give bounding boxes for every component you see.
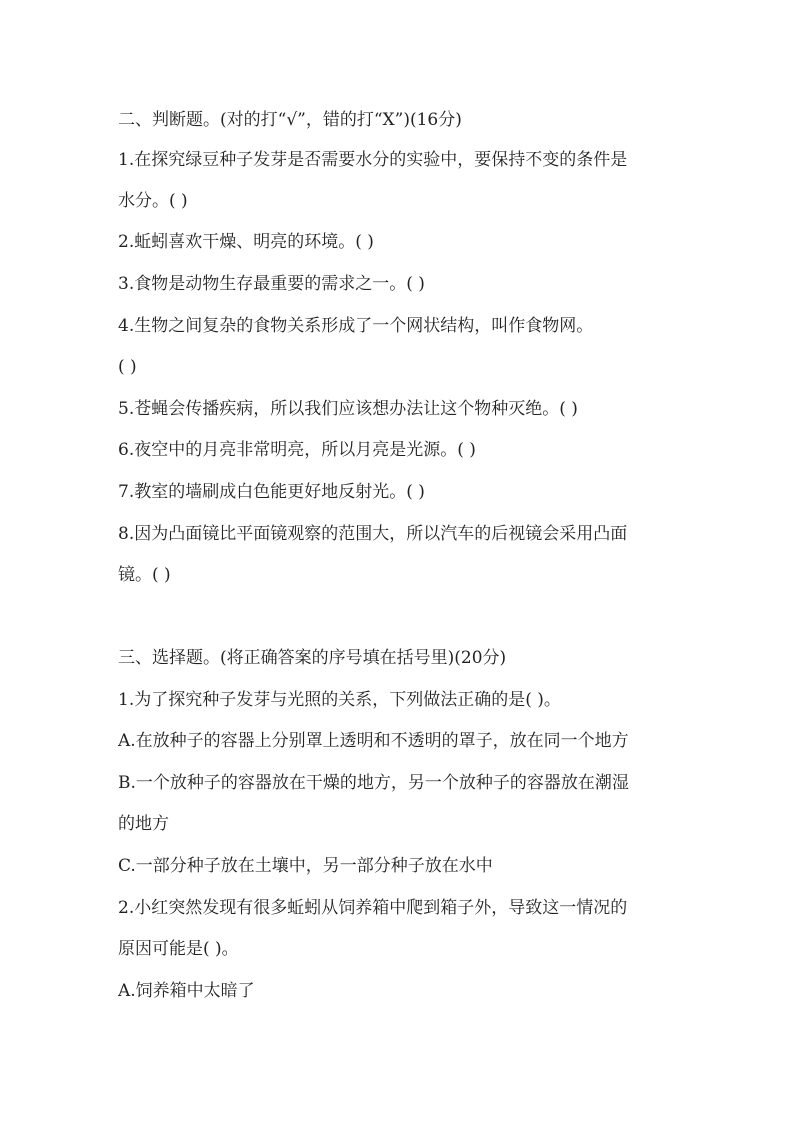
judgment-q7: 7.教室的墙刷成白色能更好地反射光。( ) [118, 482, 425, 502]
judgment-q8-line2: 镜。( ) [118, 565, 171, 585]
judgment-q4-line1: 4.生物之间复杂的食物关系形成了一个网状结构，叫作食物网。 [118, 316, 594, 336]
choice-q2-line1: 2.小红突然发现有很多蚯蚓从饲养箱中爬到箱子外，导致这一情况的 [118, 898, 628, 918]
judgment-q5: 5.苍蝇会传播疾病，所以我们应该想办法让这个物种灭绝。( ) [118, 399, 578, 419]
choice-q1: 1.为了探究种子发芽与光照的关系，下列做法正确的是( )。 [118, 690, 561, 710]
judgment-q4-line2: ( ) [118, 357, 137, 377]
section-2-heading: 二、判断题。(对的打“√”，错的打“X”)(16分) [118, 110, 462, 130]
judgment-q1-line2: 水分。( ) [118, 191, 188, 211]
section-3-heading: 三、选择题。(将正确答案的序号填在括号里)(20分) [118, 648, 507, 668]
judgment-q1-line1: 1.在探究绿豆种子发芽是否需要水分的实验中，要保持不变的条件是 [118, 150, 628, 170]
choice-q2-option-a: A.饲养箱中太暗了 [118, 981, 255, 1001]
choice-q1-option-a: A.在放种子的容器上分别罩上透明和不透明的罩子，放在同一个地方 [118, 731, 629, 751]
judgment-q8-line1: 8.因为凸面镜比平面镜观察的范围大，所以汽车的后视镜会采用凸面 [118, 524, 628, 544]
choice-q1-option-b-line1: B.一个放种子的容器放在干燥的地方，另一个放种子的容器放在潮湿 [118, 773, 629, 793]
choice-q1-option-c: C.一部分种子放在土壤中，另一部分种子放在水中 [118, 856, 493, 876]
choice-q2-line2: 原因可能是( )。 [118, 939, 239, 959]
judgment-q3: 3.食物是动物生存最重要的需求之一。( ) [118, 274, 425, 294]
choice-q1-option-b-line2: 的地方 [118, 814, 169, 834]
judgment-q6: 6.夜空中的月亮非常明亮，所以月亮是光源。( ) [118, 440, 476, 460]
judgment-q2: 2.蚯蚓喜欢干燥、明亮的环境。( ) [118, 232, 374, 252]
